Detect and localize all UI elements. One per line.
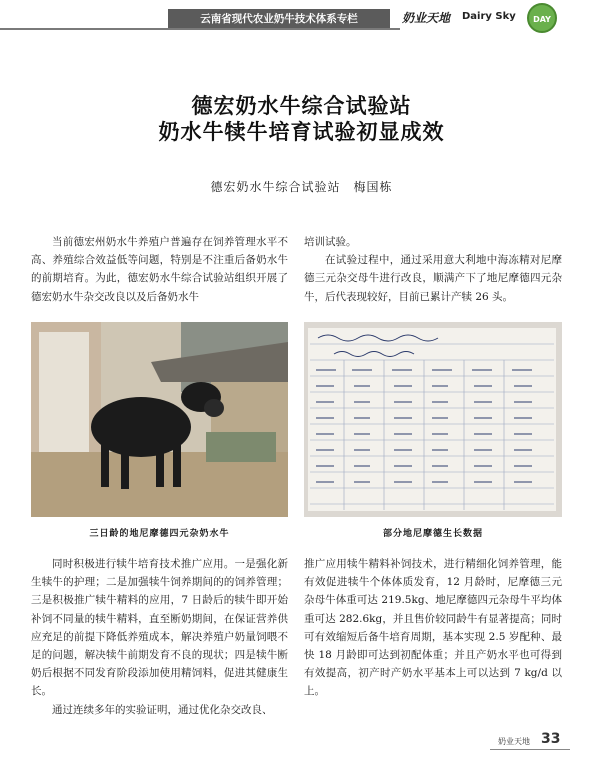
photo1-caption: 三日龄的地尼摩德四元杂奶水牛 — [89, 529, 230, 539]
page-header — [0, 0, 603, 36]
paragraph: 通过连续多年的实验证明，通过优化杂交改良、 — [52, 703, 273, 716]
data-sheet-image — [304, 322, 562, 517]
column-right-bottom — [304, 555, 562, 701]
photo-buffalo-calf — [31, 322, 288, 517]
buffalo-calf-image — [31, 322, 288, 517]
article-title-line2: 奶水牛犊牛培育试验初显成效 — [158, 119, 445, 144]
photo2-caption: 部分地尼摩德生长数据 — [382, 529, 483, 539]
photo-growth-data-sheet — [304, 322, 562, 517]
magazine-logo-icon: DAY — [527, 3, 557, 33]
footer-rule — [490, 749, 570, 750]
column-banner: 云南省现代农业奶牛技术体系专栏 — [168, 9, 390, 29]
column-left-bottom — [31, 555, 288, 719]
column-left-top — [31, 233, 288, 306]
article-byline: 德宏奶水牛综合试验站 梅国栋 — [210, 180, 393, 194]
magazine-brand-en: Dairy Sky — [462, 11, 516, 22]
magazine-brand-cn: 奶业天地 — [402, 11, 451, 25]
page-number: 33 — [541, 731, 561, 747]
paragraph-continuation: 推广应用犊牛精料补饲技术，进行精细化饲养管理，能有效促进犊牛个体体质发育，12 月龄时，尼摩德三元杂母牛体重可达 219.5kg、地尼摩德四元杂母牛平均体重可达 282.6kg，并且售价较同龄牛有显著提高；同时可有效缩短后备牛培育周期，基本实现 2.5 岁配种、最快 18 月龄即可达到初配体重；并且产奶水平也可得到有效提高，初产时产奶水平基本上可以达到 7 kg/d 以上。 — [304, 558, 562, 698]
footer-label: 奶业天地 — [498, 737, 530, 746]
paragraph: 在试验过程中，通过采用意大利地中海冻精对尼摩德三元杂交母牛进行改良，顺满产下了地尼摩德四元杂牛，后代表现较好，目前已累计产犊 26 头。 — [304, 254, 562, 303]
header-rule — [0, 28, 400, 30]
paragraph-continuation: 培训试验。 — [304, 236, 357, 248]
article-title-line1: 德宏奶水牛综合试验站 — [191, 93, 412, 118]
paragraph: 当前德宏州奶水牛养殖户普遍存在饲养管理水平不高、养殖综合效益低等问题，特别是不注重后备奶水牛的前期培育。为此，德宏奶水牛综合试验站组织开展了德宏奶水牛杂交改良以及后备奶水牛 — [31, 236, 288, 303]
paragraph: 同时积极进行犊牛培育技术推广应用。一是强化新生犊牛的护理；二是加强犊牛饲养期间的的饲养管理；三是积极推广犊牛精料的应用，7 日龄后的犊牛即开始补饲不同量的犊牛精料，直至断奶期间，在保证营养供应充足的前提下降低养殖成本，解决养殖户奶量饲喂不足的问题，解决犊牛前期发育不良的现状；四是犊牛断奶后根据不同发育阶段添加使用精饲料，促进其健康生长。 — [31, 558, 288, 698]
column-right-top — [304, 233, 562, 306]
